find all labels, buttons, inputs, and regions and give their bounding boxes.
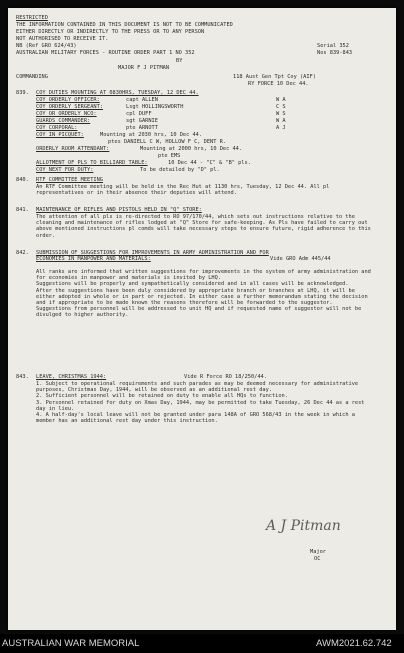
paragraph: Suggestions will be properly and sympathetically considered and in all cases will be acknowledged. (36, 281, 349, 288)
archive-footer (0, 634, 404, 653)
security-notice-line-1: THE INFORMATION CONTAINED IN THIS DOCUMENT IS NOT TO BE COMMUNICATED (16, 22, 233, 28)
duty-name: pte ARNOTT (126, 125, 158, 131)
section-839-heading: COY DUTIES MOUNTING AT 0830HRS, TUESDAY, 12 DEC 44. (36, 90, 199, 96)
serial-number: Serial 352 (317, 43, 349, 49)
paragraph: After the suggestions have been duly considered by appropriate branch or branches at LHQ, it will be either adopted in whole or in part or rejected. In either case a further memorandum stating the decision and if appropriate to be made known the reasons therefore will be forwarded to the suggestor. (36, 287, 368, 307)
list-item: 4. A half-day's local leave will not be granted under para 148A of GRO 568/43 in the week in which a member has an additional rest day under this instruction. (36, 412, 355, 425)
section-843-number: 843. (16, 374, 29, 380)
section-840-heading: RTF COMMITTEE MEETING (36, 177, 103, 183)
duty-code: W A (276, 118, 286, 124)
restricted-marking: RESTRICTED (16, 15, 48, 21)
section-839-number: 839. (16, 90, 29, 96)
list-item: 1. Subject to operational requirements and such parades as may be deemed necessary for administrative purposes, Christmas Day, 1944, will be observed as an additional rest day. (36, 381, 359, 394)
section-842-number: 842. (16, 250, 29, 256)
duty-code: W S (276, 111, 286, 117)
duty-code: C S (276, 104, 286, 110)
paragraph: All ranks are informed that written suggestions for improvements in the system of army administration and for economies in manpower and materials is invited by LHQ. (36, 269, 371, 282)
list-item: 3. Personnel retained for duty on Xmas Day, 1944, may be permitted to take Tuesday, 26 Dec 44 as a rest day in lieu. (36, 399, 365, 412)
duty-code: W A (276, 97, 286, 103)
section-842-reference: Vide GRO Adm 445/44 (270, 256, 331, 262)
section-841-number: 841. (16, 207, 29, 213)
signatory-rank: Major (310, 549, 326, 555)
orderly-room-name: pte EMS (158, 153, 181, 159)
next-duty-text: To be detailed by "D" pl. (140, 167, 220, 173)
security-notice-line-3: NOT AUTHORISED TO RECEIVE IT. (16, 36, 109, 42)
duty-name: Lsgt HOLLINGSWORTH (126, 104, 184, 110)
archive-name: AUSTRALIAN WAR MEMORIAL (2, 638, 140, 649)
paragraph: The attention of all pls is re-directed to RO 97/170/44, which sets out instructions relative to the cleaning and maintenance of rifles lodged at "Q" Store for safe-keeping. As Pls have failed to carry out above mentioned instructions pl comds will take necessary steps to ensure future, rigid adherence to this order. (36, 214, 371, 239)
document-title: AUSTRALIAN MILITARY FORCES - ROUTINE ORDER PART 1 NO 352 (16, 50, 195, 56)
location-date: RY FORCE 10 Dec 44. (248, 81, 309, 87)
reference: NB (Ref GRO 624/43) (16, 43, 77, 49)
allotment-role: ALLOTMENT OF PLS TO BILLIARD TABLE: (36, 160, 148, 166)
duty-name: capt ALLEN (126, 97, 158, 103)
section-843-reference: Vide R Force RO 18/250/44. (184, 374, 267, 380)
next-duty-role: COY NEXT FOR DUTY: (36, 167, 94, 173)
picquet-role: COY IN PICQUET: (36, 132, 84, 138)
paragraph: An RTF Committee meeting will be held in the Rec Hut at 1130 hrs, Tuesday, 12 Dec 44. All pl representatives or in their absence their deputies will attend. (36, 184, 330, 197)
duty-role: COY ORDERLY OFFICER: (36, 97, 100, 103)
section-842-heading: SUBMISSION OF SUGGESTIONS FOR IMPROVEMENTS IN ARMY ADMINISTRATION AND FOR ECONOMIES IN MANPOWER AND MATERIALS: (36, 250, 269, 263)
section-842-body (36, 269, 376, 319)
handwritten-signature: A J Pitman (266, 518, 341, 534)
section-840-body (36, 184, 376, 196)
duty-name: cpl DUFF (126, 111, 152, 117)
allotment-text: 10 Dec 44 - "C" & "B" pls. (168, 160, 251, 166)
list-item: 2. Sufficient personnel will be retained on duty to enable all HQs to function. (36, 393, 288, 400)
by-label: BY (176, 58, 183, 64)
section-843-body (36, 381, 376, 424)
picquet-names: ptes DANIELL C W, HOLLOW F C, DENT R. (108, 139, 226, 145)
section-841-heading: MAINTENANCE OF RIFLES AND PISTOLS HELD IN "Q" STORE: (36, 207, 202, 213)
order-numbers: Nos 839-843 (317, 50, 353, 56)
duty-code: A J (276, 125, 286, 131)
security-notice-line-2: EITHER DIRECTLY OR INDIRECTLY TO THE PRESS OR TO ANY PERSON (16, 29, 205, 35)
duty-name: sgt GARNIE (126, 118, 158, 124)
section-843-heading: LEAVE, CHRISTMAS 1944: (36, 374, 107, 380)
document-page (8, 8, 396, 630)
duty-role: COY ORDERLY SERGEANT: (36, 104, 103, 110)
duty-role: COY OR ORDERLY NCO: (36, 111, 97, 117)
orderly-room-role: ORDERLY ROOM ATTENDANT: (36, 146, 110, 152)
picquet-text: Mounting at 2030 hrs, 10 Dec 44. (100, 132, 203, 138)
unit-name: 118 Aust Gen Tpt Coy (AIF) (233, 74, 316, 80)
commander-name: MAJOR F J PITMAN (118, 65, 170, 71)
duty-role: COY CORPORAL: (36, 125, 78, 131)
signatory-appointment: OC (314, 556, 321, 562)
section-840-number: 840. (16, 177, 29, 183)
orderly-room-text: Mounting at 2000 hrs, 10 Dec 44. (140, 146, 243, 152)
commanding-label: COMMANDING (16, 74, 48, 80)
paragraph: Suggestions from personnel will be addressed to unit HQ and if requested name of suggestor will not be divulged to higher authority. (36, 306, 362, 319)
accession-number: AWM2021.62.742 (316, 638, 392, 649)
section-841-body (36, 214, 376, 239)
duty-role: GUARDS COMMANDER: (36, 118, 91, 124)
